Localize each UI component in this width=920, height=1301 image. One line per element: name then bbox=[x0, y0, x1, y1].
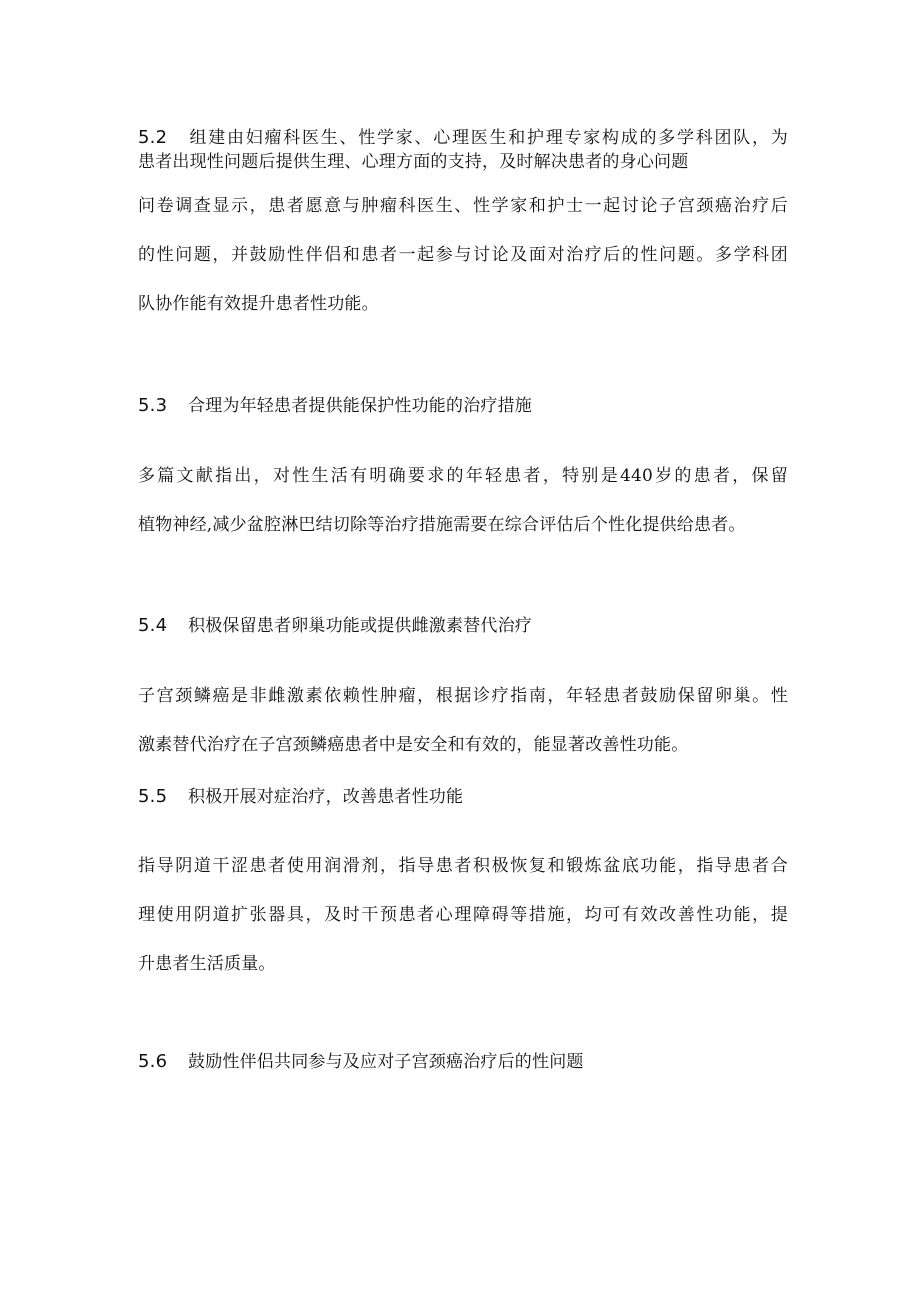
section-title: 积极开展对症治疗，改善患者性功能 bbox=[188, 787, 464, 807]
section-heading-5-4 bbox=[138, 614, 788, 638]
section-number: 5.6 bbox=[138, 1051, 168, 1072]
section-title: 积极保留患者卵巢功能或提供雌激素替代治疗 bbox=[188, 616, 532, 636]
section-number: 5.4 bbox=[138, 615, 168, 636]
paragraph-line: 多篇文献指出，对性生活有明确要求的年轻患者，特别是440岁的患者，保留 bbox=[138, 466, 788, 486]
section-number: 5.2 bbox=[138, 127, 168, 148]
section-heading-5-5 bbox=[138, 785, 788, 809]
section-title: 鼓励性伴侣共同参与及应对子宫颈癌治疗后的性问题 bbox=[188, 1052, 584, 1072]
section-heading-5-6 bbox=[138, 1050, 788, 1074]
section-heading-5-2-continued: 患者出现性问题后提供生理、心理方面的支持，及时解决患者的身心问题 bbox=[138, 152, 689, 172]
section-title: 合理为年轻患者提供能保护性功能的治疗措施 bbox=[188, 396, 532, 416]
section-title: 组建由妇瘤科医生、性学家、心理医生和护理专家构成的多学科团队，为 bbox=[188, 128, 788, 148]
paragraph-line: 激素替代治疗在子宫颈鳞癌患者中是安全和有效的，能显著改善性功能。 bbox=[138, 735, 689, 755]
paragraph-line: 问卷调查显示，患者愿意与肿瘤科医生、性学家和护士一起讨论子宫颈癌治疗后 bbox=[138, 196, 788, 216]
paragraph-line: 升患者生活质量。 bbox=[138, 954, 276, 974]
paragraph-line: 子宫颈鳞癌是非雌激素依赖性肿瘤，根据诊疗指南，年轻患者鼓励保留卵巢。性 bbox=[138, 686, 788, 706]
paragraph-line: 的性问题，并鼓励性伴侣和患者一起参与讨论及面对治疗后的性问题。多学科团 bbox=[138, 245, 788, 265]
paragraph-line: 队协作能有效提升患者性功能。 bbox=[138, 294, 379, 314]
section-heading-5-3 bbox=[138, 394, 788, 418]
paragraph-line: 指导阴道干涩患者使用润滑剂，指导患者积极恢复和锻炼盆底功能，指导患者合 bbox=[138, 856, 788, 876]
section-heading-5-2 bbox=[138, 126, 788, 150]
paragraph-line: 植物神经,减少盆腔淋巴结切除等治疗措施需要在综合评估后个性化提供给患者。 bbox=[138, 515, 746, 535]
paragraph-line: 理使用阴道扩张器具，及时干预患者心理障碍等措施，均可有效改善性功能，提 bbox=[138, 905, 788, 925]
section-number: 5.3 bbox=[138, 395, 168, 416]
section-number: 5.5 bbox=[138, 786, 168, 807]
